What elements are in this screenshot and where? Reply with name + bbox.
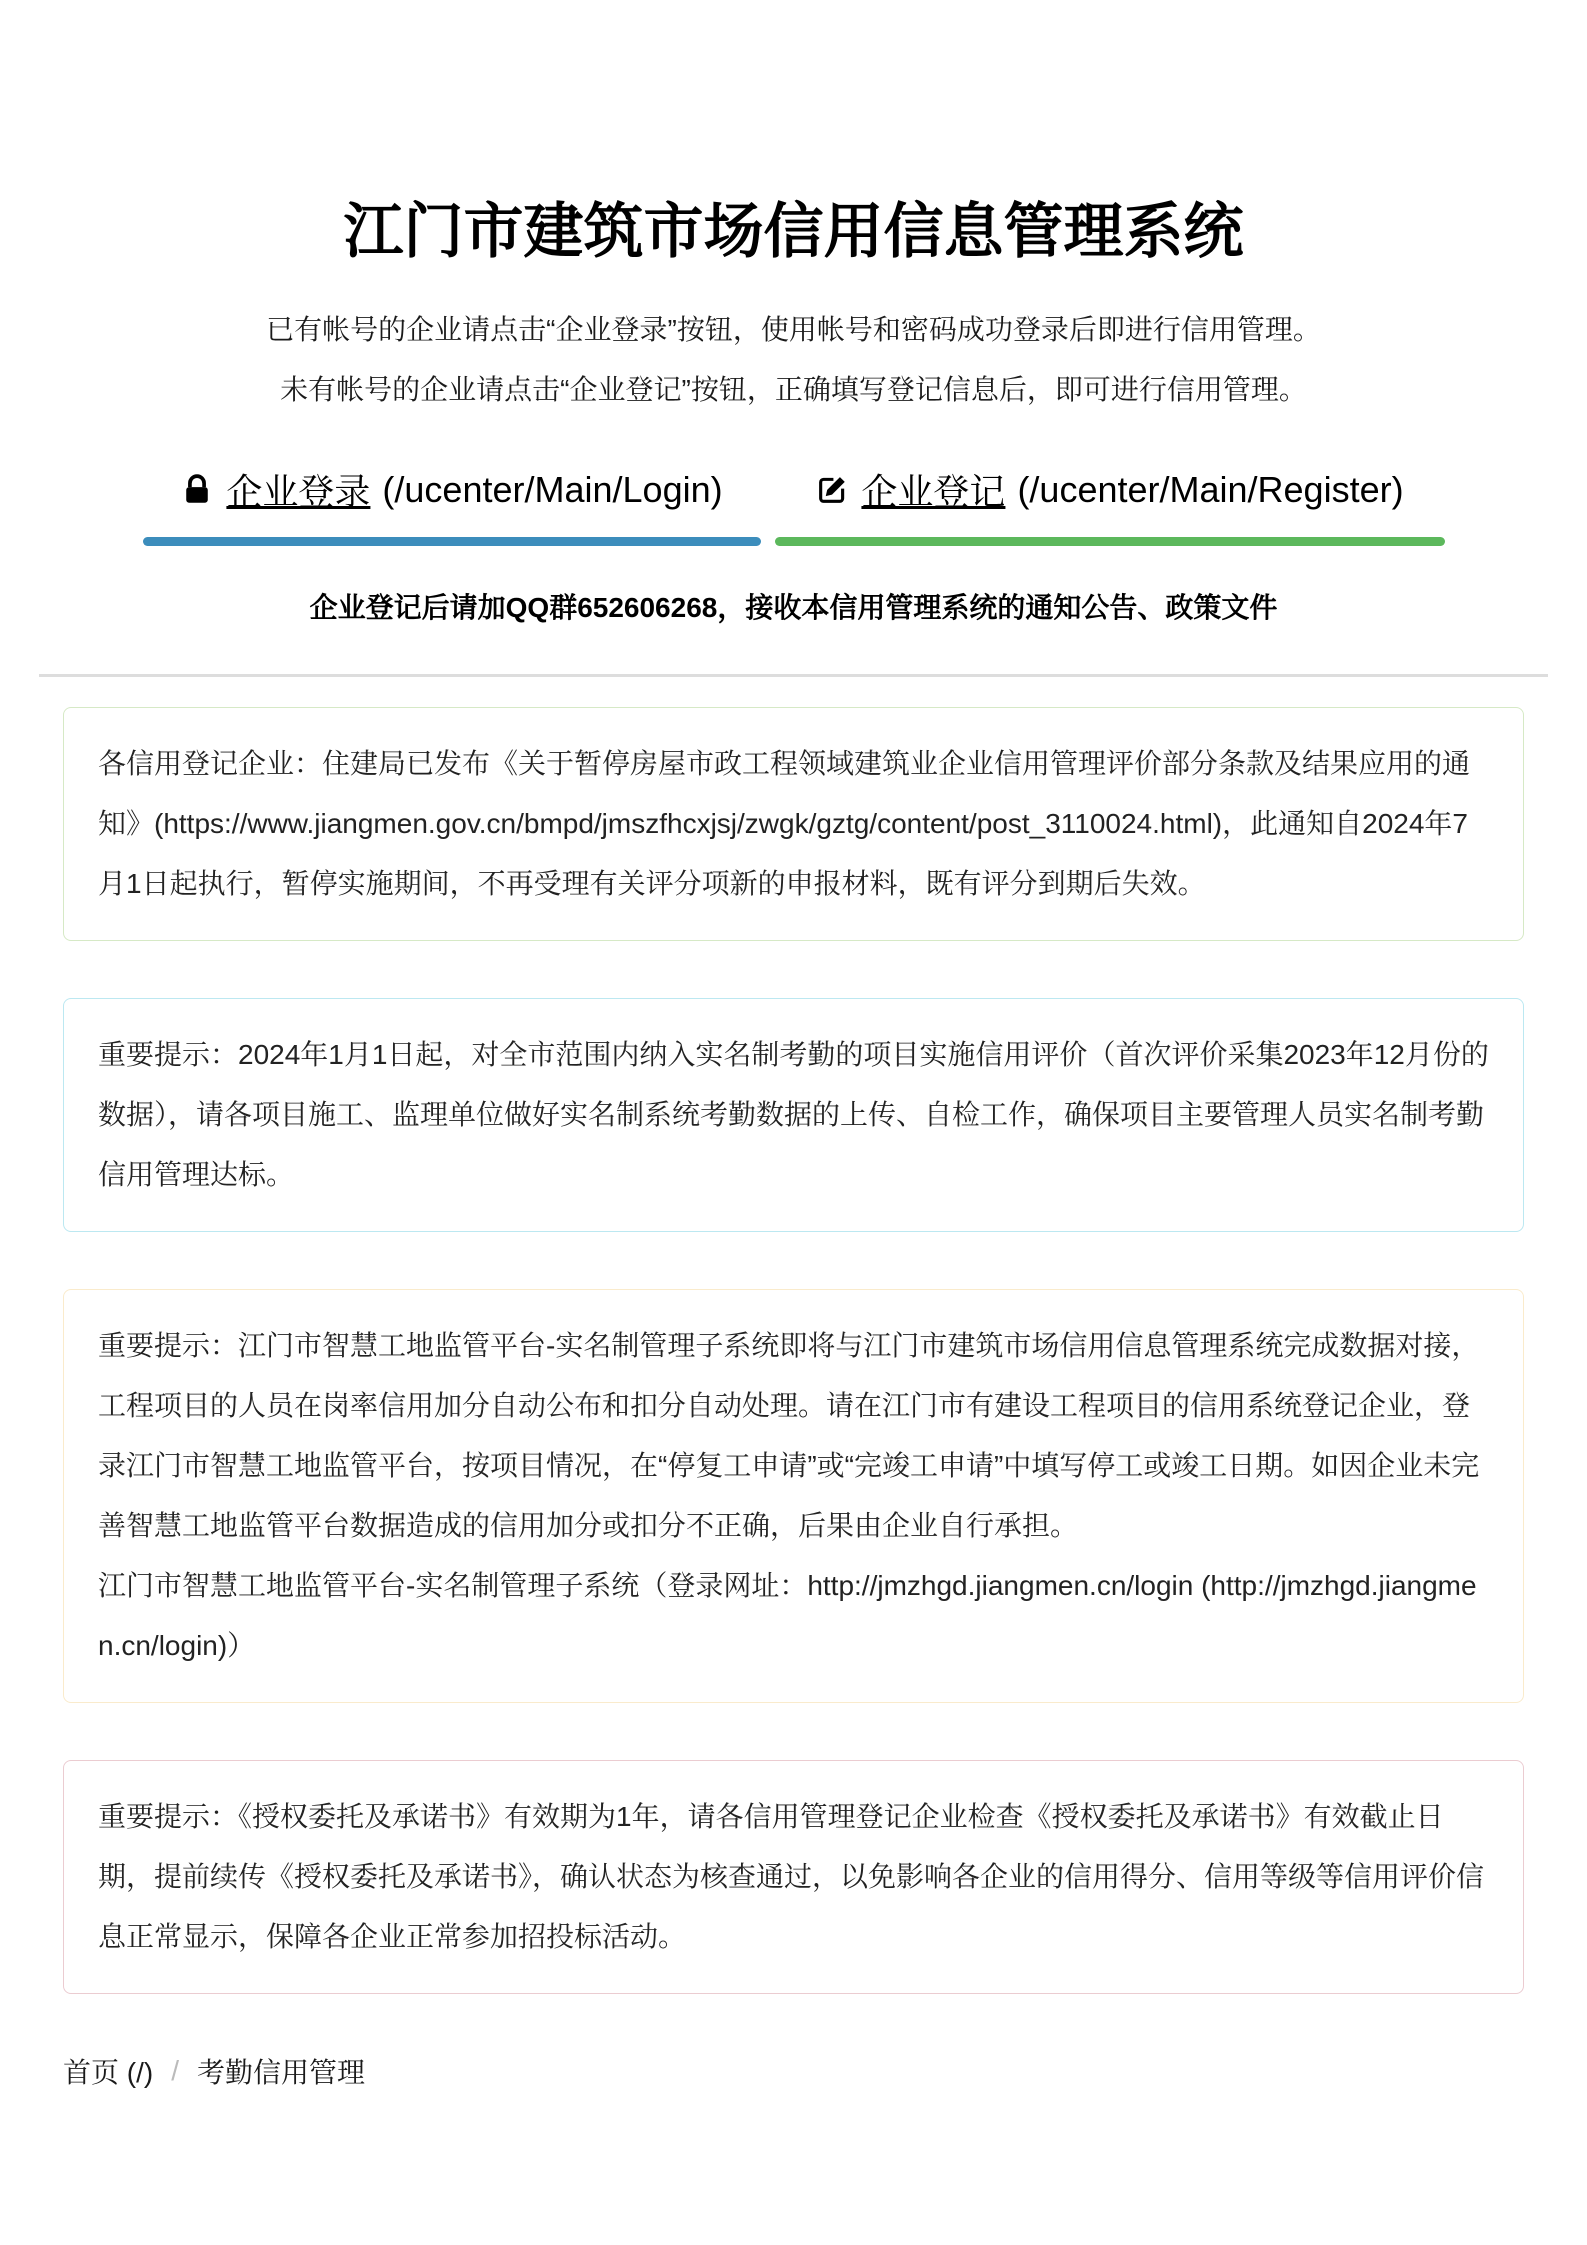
login-block — [143, 464, 761, 546]
intro-line-register: 未有帐号的企业请点击“企业登记”按钮，正确填写登记信息后，即可进行信用管理。 — [280, 374, 1307, 405]
login-link-href: (/ucenter/Main/Login) — [382, 468, 723, 510]
intro-line-login: 已有帐号的企业请点击“企业登录”按钮，使用帐号和密码成功登录后即进行信用管理。 — [266, 314, 1321, 345]
register-link-label: 企业登记 — [861, 471, 1006, 512]
edit-icon — [815, 473, 849, 507]
register-accent-bar — [775, 537, 1445, 546]
page-title: 江门市建筑市场信用信息管理系统 — [343, 198, 1244, 265]
notice-authorization-letter — [63, 1760, 1524, 1994]
qq-group-notice: 企业登记后请加QQ群652606268，接收本信用管理系统的通知公告、政策文件 — [309, 592, 1278, 623]
breadcrumb-current: 考勤信用管理 — [197, 2057, 366, 2088]
intro-text — [0, 300, 1587, 420]
lock-icon — [180, 473, 214, 507]
notice-suspension — [63, 707, 1524, 941]
breadcrumb — [0, 2051, 1587, 2091]
notice-smart-site-platform — [63, 1289, 1524, 1703]
notice-paragraph: 江门市智慧工地监管平台-实名制管理子系统（登录网址：http://jmzhgd.jiangmen.cn/login (http://jmzhgd.jiangmen.cn/login)） — [98, 1570, 1477, 1661]
register-link-href: (/ucenter/Main/Register) — [1017, 468, 1404, 510]
notice-paragraph: 各信用登记企业：住建局已发布《关于暂停房屋市政工程领域建筑业企业信用管理评价部分条款及结果应用的通知》(https://www.jiangmen.gov.cn/bmpd/jmszfhcxjsj/zwgk/gztg/content/post_3110024.html)，此通知自2024年7月1日起执行，暂停实施期间，不再受理有关评分项新的申报材料，既有评分到期后失效。 — [98, 748, 1471, 899]
notice-paragraph: 重要提示：《授权委托及承诺书》有效期为1年，请各信用管理登记企业检查《授权委托及承诺书》有效截止日期，提前续传《授权委托及承诺书》，确认状态为核查通过，以免影响各企业的信用得分、信用等级等信用评价信息正常显示，保障各企业正常参加招投标活动。 — [98, 1801, 1485, 1952]
notice-paragraph: 重要提示：2024年1月1日起，对全市范围内纳入实名制考勤的项目实施信用评价（首次评价采集2023年12月份的数据），请各项目施工、监理单位做好实名制系统考勤数据的上传、自检工作，确保项目主要管理人员实名制考勤信用管理达标。 — [98, 1039, 1489, 1190]
login-link-label: 企业登录 — [226, 471, 371, 512]
notice-attendance-credit — [63, 998, 1524, 1232]
notice-paragraph: 重要提示：江门市智慧工地监管平台-实名制管理子系统即将与江门市建筑市场信用信息管理系统完成数据对接，工程项目的人员在岗率信用加分自动公布和扣分自动处理。请在江门市有建设工程项目的信用系统登记企业，登录江门市智慧工地监管平台，按项目情况，在“停复工申请”或“完竣工申请”中填写停工或竣工日期。如因企业未完善智慧工地监管平台数据造成的信用加分或扣分不正确，后果由企业自行承担。 — [98, 1330, 1480, 1541]
page — [0, 196, 1587, 2245]
breadcrumb-separator: / — [171, 2055, 179, 2086]
divider — [39, 674, 1548, 677]
action-links-row — [0, 464, 1587, 546]
register-block — [775, 464, 1445, 546]
enterprise-register-link[interactable] — [815, 464, 1403, 515]
login-accent-bar — [143, 537, 761, 546]
enterprise-login-link[interactable] — [180, 464, 722, 515]
breadcrumb-home-link[interactable]: 首页 (/) — [63, 2057, 154, 2088]
notices-list — [0, 707, 1587, 1994]
